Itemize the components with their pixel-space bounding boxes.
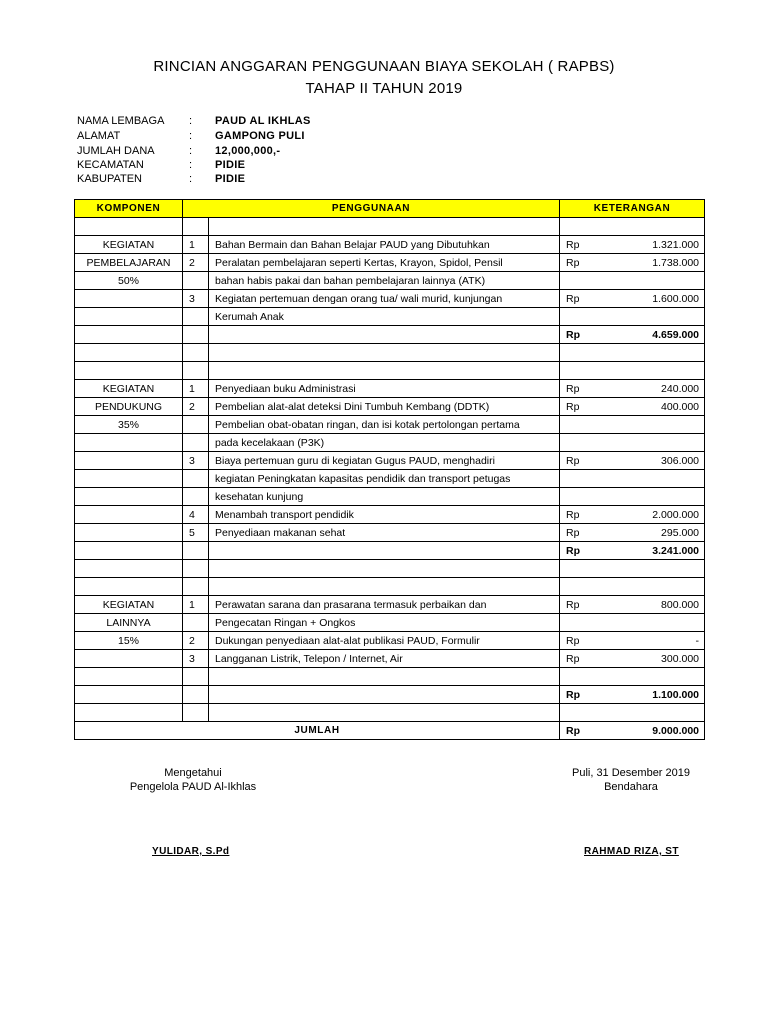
row-number [183,434,209,452]
row-penggunaan [209,542,560,560]
row-amount [600,578,705,596]
row-amount: 2.000.000 [600,506,705,524]
row-amount: 3.241.000 [600,542,705,560]
row-amount: 1.738.000 [600,254,705,272]
row-komponen: PEMBELAJARAN [75,254,183,272]
row-penggunaan: Dukungan penyediaan alat-alat publikasi PAUD, Formulir [209,632,560,650]
row-komponen: KEGIATAN [75,596,183,614]
row-komponen [75,434,183,452]
row-amount: 1.321.000 [600,236,705,254]
row-komponen [75,542,183,560]
row-komponen [75,560,183,578]
row-amount [600,704,705,722]
row-penggunaan: Menambah transport pendidik [209,506,560,524]
row-amount: 400.000 [600,398,705,416]
row-amount [600,488,705,506]
row-currency [560,218,600,236]
table-row [75,290,705,308]
info-colon: : [189,159,193,171]
row-number: 3 [183,290,209,308]
budget-table-body [75,200,705,740]
row-currency: Rp [560,290,600,308]
row-currency: Rp [560,236,600,254]
table-row [75,362,705,380]
info-value: GAMPONG PULI [215,130,305,142]
row-number [183,542,209,560]
row-number: 1 [183,380,209,398]
info-value: PIDIE [215,159,246,171]
row-number [183,488,209,506]
row-number [183,272,209,290]
row-komponen: KEGIATAN [75,236,183,254]
row-amount [600,308,705,326]
subtotal-row [75,542,705,560]
row-komponen: 50% [75,272,183,290]
signature-left-name: YULIDAR, S.Pd [152,846,230,857]
jumlah-label: JUMLAH [75,722,560,740]
row-amount: 1.100.000 [600,686,705,704]
table-row [75,380,705,398]
row-komponen [75,650,183,668]
row-penggunaan: kesehatan kunjung [209,488,560,506]
jumlah-currency: Rp [560,722,600,740]
row-komponen [75,686,183,704]
row-currency: Rp [560,596,600,614]
table-row [75,632,705,650]
jumlah-amount: 9.000.000 [600,722,705,740]
row-penggunaan [209,560,560,578]
signature-left-line1: Mengetahui [164,767,222,779]
row-komponen [75,578,183,596]
row-currency: Rp [560,632,600,650]
table-row [75,416,705,434]
row-komponen [75,488,183,506]
row-number [183,614,209,632]
row-currency: Rp [560,686,600,704]
row-komponen [75,506,183,524]
row-komponen: KEGIATAN [75,380,183,398]
budget-table [74,199,705,740]
row-penggunaan: Penyediaan makanan sehat [209,524,560,542]
row-currency: Rp [560,380,600,398]
row-komponen [75,290,183,308]
table-row [75,650,705,668]
row-number [183,578,209,596]
row-komponen [75,362,183,380]
table-row [75,704,705,722]
row-amount [600,218,705,236]
header-keterangan: KETERANGAN [560,200,705,218]
row-komponen [75,704,183,722]
row-number: 3 [183,452,209,470]
row-number: 2 [183,254,209,272]
row-amount: - [600,632,705,650]
row-amount: 306.000 [600,452,705,470]
row-currency: Rp [560,254,600,272]
row-number [183,344,209,362]
info-label: JUMLAH DANA [77,145,155,157]
row-currency [560,560,600,578]
subtotal-row [75,326,705,344]
info-value: PAUD AL IKHLAS [215,115,311,127]
table-row [75,668,705,686]
table-row [75,254,705,272]
row-currency [560,272,600,290]
table-row [75,236,705,254]
row-amount [600,668,705,686]
info-label: ALAMAT [77,130,121,142]
row-amount: 1.600.000 [600,290,705,308]
row-number: 4 [183,506,209,524]
row-currency [560,614,600,632]
row-amount [600,272,705,290]
row-currency [560,668,600,686]
row-penggunaan [209,704,560,722]
row-komponen: LAINNYA [75,614,183,632]
row-komponen: PENDUKUNG [75,398,183,416]
row-number [183,560,209,578]
row-currency [560,416,600,434]
row-currency [560,308,600,326]
row-penggunaan: Pengecatan Ringan + Ongkos [209,614,560,632]
row-number [183,308,209,326]
table-row [75,308,705,326]
row-penggunaan: Bahan Bermain dan Bahan Belajar PAUD yang Dibutuhkan [209,236,560,254]
table-row [75,434,705,452]
signature-right-name: RAHMAD RIZA, ST [584,846,679,857]
subtotal-row [75,686,705,704]
row-komponen [75,344,183,362]
info-label: KABUPATEN [77,173,142,185]
row-amount: 800.000 [600,596,705,614]
row-currency: Rp [560,326,600,344]
info-colon: : [189,130,193,142]
row-penggunaan: kegiatan Peningkatan kapasitas pendidik dan transport petugas [209,470,560,488]
row-currency [560,362,600,380]
row-currency [560,578,600,596]
row-penggunaan [209,578,560,596]
row-number [183,416,209,434]
row-amount [600,614,705,632]
info-colon: : [189,173,193,185]
row-currency: Rp [560,506,600,524]
row-number: 2 [183,632,209,650]
row-penggunaan [209,326,560,344]
info-label: NAMA LEMBAGA [77,115,165,127]
row-penggunaan [209,668,560,686]
row-penggunaan: bahan habis pakai dan bahan pembelajaran lainnya (ATK) [209,272,560,290]
signature-right-line1: Puli, 31 Desember 2019 [571,767,690,779]
row-amount [600,434,705,452]
table-row [75,398,705,416]
table-row [75,344,705,362]
row-number [183,326,209,344]
row-amount [600,470,705,488]
row-currency [560,488,600,506]
row-penggunaan [209,686,560,704]
jumlah-row [75,722,705,740]
row-number [183,704,209,722]
row-penggunaan: Kegiatan pertemuan dengan orang tua/ wali murid, kunjungan [209,290,560,308]
row-amount: 4.659.000 [600,326,705,344]
row-currency: Rp [560,542,600,560]
row-komponen: 15% [75,632,183,650]
info-colon: : [189,145,193,157]
row-currency: Rp [560,398,600,416]
row-number: 5 [183,524,209,542]
table-row [75,506,705,524]
info-label: KECAMATAN [77,159,144,171]
row-penggunaan [209,218,560,236]
row-penggunaan: Langganan Listrik, Telepon / Internet, Air [209,650,560,668]
row-penggunaan: Biaya pertemuan guru di kegiatan Gugus PAUD, menghadiri [209,452,560,470]
document-subtitle: TAHAP II TAHUN 2019 [305,80,463,97]
row-penggunaan: Peralatan pembelajaran seperti Kertas, Krayon, Spidol, Pensil [209,254,560,272]
row-currency: Rp [560,524,600,542]
row-amount [600,362,705,380]
table-row [75,578,705,596]
row-amount: 300.000 [600,650,705,668]
header-penggunaan: PENGGUNAAN [183,200,560,218]
row-currency [560,434,600,452]
row-komponen [75,668,183,686]
row-komponen: 35% [75,416,183,434]
row-komponen [75,452,183,470]
info-value: 12,000,000,- [215,145,281,157]
signature-right-line2: Bendahara [604,781,658,793]
row-penggunaan: Penyediaan buku Administrasi [209,380,560,398]
row-number: 3 [183,650,209,668]
row-penggunaan [209,362,560,380]
row-amount: 295.000 [600,524,705,542]
header-komponen: KOMPONEN [75,200,183,218]
row-komponen [75,326,183,344]
row-number [183,668,209,686]
table-row [75,596,705,614]
row-penggunaan: Perawatan sarana dan prasarana termasuk perbaikan dan [209,596,560,614]
row-penggunaan [209,344,560,362]
table-row [75,272,705,290]
info-value: PIDIE [215,173,246,185]
row-number: 2 [183,398,209,416]
row-number [183,362,209,380]
table-row [75,470,705,488]
table-row [75,524,705,542]
signature-left-line2: Pengelola PAUD Al-Ikhlas [129,781,257,793]
table-row [75,488,705,506]
info-colon: : [189,115,193,127]
table-row [75,452,705,470]
row-number: 1 [183,236,209,254]
row-number [183,470,209,488]
row-currency: Rp [560,452,600,470]
table-row [75,560,705,578]
table-row [75,218,705,236]
document-title: RINCIAN ANGGARAN PENGGUNAAN BIAYA SEKOLAH ( RAPBS) [153,58,615,75]
row-amount [600,560,705,578]
table-header-row [75,200,705,218]
row-komponen [75,218,183,236]
row-currency: Rp [560,650,600,668]
row-komponen [75,470,183,488]
row-komponen [75,308,183,326]
row-penggunaan: Pembelian obat-obatan ringan, dan isi kotak pertolongan pertama [209,416,560,434]
row-komponen [75,524,183,542]
row-number: 1 [183,596,209,614]
row-penggunaan: Pembelian alat-alat deteksi Dini Tumbuh Kembang (DDTK) [209,398,560,416]
row-currency [560,470,600,488]
row-amount: 240.000 [600,380,705,398]
row-number [183,686,209,704]
table-row [75,614,705,632]
row-amount [600,416,705,434]
row-number [183,218,209,236]
row-amount [600,344,705,362]
row-currency [560,344,600,362]
row-penggunaan: Kerumah Anak [209,308,560,326]
row-currency [560,704,600,722]
row-penggunaan: pada kecelakaan (P3K) [209,434,560,452]
